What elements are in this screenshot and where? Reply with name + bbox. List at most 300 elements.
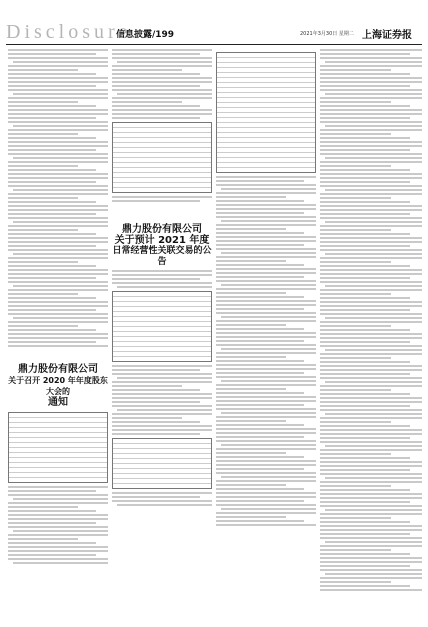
text-line <box>112 81 212 83</box>
text-line <box>320 89 422 91</box>
text-line <box>325 477 422 479</box>
text-line <box>8 510 96 512</box>
text-line <box>8 73 96 75</box>
text-line <box>216 420 286 422</box>
text-line <box>320 585 410 587</box>
text-line <box>216 200 304 202</box>
text-line <box>216 288 316 290</box>
text-line <box>320 537 422 539</box>
text-line <box>216 244 304 246</box>
text-line <box>216 308 304 310</box>
text-line <box>320 293 391 295</box>
text-line <box>221 412 316 414</box>
text-line <box>8 297 96 299</box>
text-line <box>8 289 108 291</box>
text-line <box>320 561 422 563</box>
text-line <box>320 337 422 339</box>
text-line <box>112 73 200 75</box>
text-line <box>320 449 422 451</box>
text-line <box>221 188 316 190</box>
text-line <box>216 448 316 450</box>
table-row <box>9 478 107 482</box>
text-line <box>320 473 422 475</box>
text-line <box>325 157 422 159</box>
text-line <box>8 345 108 347</box>
headline-line-2: 关于召开 2020 年年度股东大会的 <box>8 376 108 396</box>
text-line <box>221 284 316 286</box>
text-line <box>320 489 410 491</box>
text-line <box>216 236 316 238</box>
table-row <box>113 484 211 488</box>
text-line <box>320 457 410 459</box>
text-line <box>112 196 212 198</box>
text-line <box>216 388 286 390</box>
text-line <box>112 278 200 280</box>
text-line <box>216 460 316 462</box>
text-line <box>8 65 108 67</box>
text-line <box>13 285 108 287</box>
text-line <box>216 456 304 458</box>
column-4 <box>320 49 422 593</box>
text-line <box>320 257 422 259</box>
text-line <box>216 484 286 486</box>
text-line <box>8 113 108 115</box>
notice-headline-related-transactions <box>112 222 212 270</box>
text-line <box>320 397 422 399</box>
text-line <box>320 101 391 103</box>
text-line <box>13 61 108 63</box>
text-line <box>216 184 316 186</box>
text-line <box>216 360 304 362</box>
text-line <box>117 504 212 506</box>
text-line <box>216 520 304 522</box>
text-line <box>320 149 410 151</box>
text-line <box>320 437 410 439</box>
text-line <box>320 133 391 135</box>
data-table <box>112 291 212 362</box>
text-line <box>216 196 286 198</box>
text-line <box>8 121 108 123</box>
text-line <box>320 469 410 471</box>
date-line: 2021年3月30日 星期二 <box>300 31 354 37</box>
text-line <box>320 533 410 535</box>
text-line <box>216 416 316 418</box>
text-line <box>216 488 304 490</box>
text-line <box>325 125 422 127</box>
text-line <box>320 581 391 583</box>
notice-headline-agm <box>8 362 108 410</box>
text-line <box>320 441 422 443</box>
text-line <box>112 85 200 87</box>
text-line <box>112 57 212 59</box>
brand-title: Disclosure <box>6 21 132 43</box>
text-line <box>320 201 410 203</box>
text-line <box>216 376 316 378</box>
text-line <box>117 377 212 379</box>
text-line <box>8 237 108 239</box>
text-line <box>8 101 78 103</box>
text-line <box>216 472 316 474</box>
text-line <box>320 341 410 343</box>
text-line <box>320 309 410 311</box>
text-line <box>8 269 108 271</box>
text-line <box>216 396 316 398</box>
text-line <box>221 380 316 382</box>
text-line <box>320 485 391 487</box>
text-line <box>8 518 108 520</box>
text-line <box>320 289 422 291</box>
text-line <box>112 69 182 71</box>
text-line <box>320 77 422 79</box>
data-table <box>112 438 212 489</box>
text-line <box>8 173 108 175</box>
text-line <box>320 569 422 571</box>
text-line <box>320 589 422 591</box>
text-line <box>320 281 422 283</box>
text-line <box>112 492 212 494</box>
text-line <box>8 245 96 247</box>
text-line <box>8 305 108 307</box>
text-line <box>320 421 391 423</box>
text-line <box>8 233 96 235</box>
text-line <box>320 65 422 67</box>
text-line <box>325 349 422 351</box>
text-line <box>325 509 422 511</box>
text-line <box>320 557 422 559</box>
masthead <box>0 0 428 48</box>
text-line <box>112 109 212 111</box>
text-line <box>221 316 316 318</box>
text-line <box>320 461 422 463</box>
text-line <box>8 209 108 211</box>
text-line <box>320 409 422 411</box>
text-line <box>216 320 316 322</box>
text-line <box>320 517 391 519</box>
text-line <box>8 177 108 179</box>
text-line <box>112 65 212 67</box>
text-line <box>13 253 108 255</box>
text-line <box>8 522 96 524</box>
text-line <box>8 197 78 199</box>
text-line <box>8 249 108 251</box>
text-line <box>8 325 78 327</box>
text-line <box>320 553 410 555</box>
text-line <box>320 325 391 327</box>
text-line <box>8 217 108 219</box>
text-line <box>8 149 96 151</box>
text-line <box>320 193 422 195</box>
text-line <box>320 577 422 579</box>
text-line <box>320 481 422 483</box>
text-line <box>8 97 108 99</box>
text-line <box>320 393 410 395</box>
text-line <box>216 324 286 326</box>
text-line <box>320 369 422 371</box>
text-line <box>216 424 304 426</box>
header-rule <box>6 44 422 45</box>
text-line <box>112 429 212 431</box>
text-line <box>320 165 391 167</box>
text-line <box>325 445 422 447</box>
text-line <box>8 526 108 528</box>
text-line <box>117 93 212 95</box>
text-line <box>112 381 212 383</box>
text-line <box>8 261 78 263</box>
text-line <box>320 521 410 523</box>
text-line <box>320 433 422 435</box>
text-line <box>8 153 108 155</box>
text-line <box>8 213 96 215</box>
text-line <box>8 241 108 243</box>
text-line <box>8 109 108 111</box>
text-line <box>8 105 96 107</box>
text-line <box>8 257 108 259</box>
text-line <box>216 248 316 250</box>
text-line <box>320 345 422 347</box>
text-line <box>8 558 108 560</box>
text-line <box>8 273 108 275</box>
text-line <box>13 221 108 223</box>
text-line <box>320 169 410 171</box>
text-line <box>112 385 182 387</box>
text-line <box>216 232 304 234</box>
text-line <box>112 53 200 55</box>
text-line <box>320 453 391 455</box>
text-line <box>320 129 422 131</box>
text-line <box>320 177 422 179</box>
text-line <box>216 176 316 178</box>
text-line <box>112 113 212 115</box>
text-line <box>216 512 316 514</box>
text-line <box>112 405 212 407</box>
text-line <box>216 408 316 410</box>
text-line <box>320 305 422 307</box>
text-line <box>8 333 108 335</box>
text-line <box>13 157 108 159</box>
text-line <box>320 137 410 139</box>
text-line <box>325 221 422 223</box>
data-table <box>112 122 212 193</box>
text-line <box>8 193 108 195</box>
text-line <box>320 549 391 551</box>
text-line <box>216 280 316 282</box>
text-line <box>216 264 304 266</box>
text-line <box>320 237 422 239</box>
text-line <box>320 401 422 403</box>
text-line <box>320 225 422 227</box>
text-line <box>216 204 316 206</box>
text-line <box>320 321 422 323</box>
text-line <box>8 277 96 279</box>
text-line <box>8 494 108 496</box>
text-line <box>8 506 78 508</box>
text-line <box>216 372 304 374</box>
text-line <box>216 192 316 194</box>
text-line <box>216 440 316 442</box>
text-line <box>216 384 316 386</box>
text-line <box>216 224 316 226</box>
text-line <box>325 541 422 543</box>
text-line <box>112 77 212 79</box>
text-line <box>216 212 304 214</box>
text-line <box>216 336 316 338</box>
text-line <box>13 125 108 127</box>
text-line <box>216 340 304 342</box>
text-line <box>8 57 108 59</box>
text-line <box>117 409 212 411</box>
text-line <box>8 265 96 267</box>
column-2 <box>112 49 212 508</box>
text-line <box>216 480 316 482</box>
text-line <box>8 225 108 227</box>
text-line <box>320 109 422 111</box>
text-line <box>320 73 410 75</box>
text-line <box>112 417 182 419</box>
text-line <box>216 464 316 466</box>
text-line <box>320 85 410 87</box>
text-line <box>8 281 108 283</box>
text-line <box>8 145 108 147</box>
text-line <box>112 369 200 371</box>
text-line <box>112 421 200 423</box>
text-line <box>216 356 286 358</box>
text-line <box>112 117 200 119</box>
text-line <box>216 400 316 402</box>
table-row <box>217 168 315 172</box>
text-line <box>216 516 286 518</box>
text-line <box>112 425 212 427</box>
text-line <box>320 357 391 359</box>
text-line <box>320 329 410 331</box>
text-line <box>320 389 391 391</box>
text-line <box>320 301 422 303</box>
text-line <box>216 300 316 302</box>
text-line <box>221 252 316 254</box>
column-3 <box>216 49 316 528</box>
text-line <box>216 404 304 406</box>
text-line <box>8 169 96 171</box>
text-line <box>8 534 108 536</box>
text-line <box>8 542 96 544</box>
text-line <box>325 317 422 319</box>
text-line <box>8 313 108 315</box>
text-line <box>320 145 422 147</box>
text-line <box>112 200 200 202</box>
text-line <box>216 352 316 354</box>
text-line <box>320 205 422 207</box>
text-line <box>8 293 78 295</box>
text-line <box>8 129 108 131</box>
text-line <box>8 185 108 187</box>
text-line <box>216 276 304 278</box>
text-line <box>112 270 212 272</box>
text-line <box>216 332 316 334</box>
text-line <box>325 93 422 95</box>
text-line <box>325 573 422 575</box>
text-line <box>8 137 96 139</box>
text-line <box>320 505 422 507</box>
text-line <box>216 328 304 330</box>
text-line <box>8 117 96 119</box>
text-line <box>320 173 422 175</box>
text-line <box>320 269 422 271</box>
text-line <box>320 565 410 567</box>
text-line <box>216 452 286 454</box>
text-line <box>320 141 422 143</box>
text-line <box>320 525 422 527</box>
text-line <box>320 209 422 211</box>
text-line <box>320 353 422 355</box>
text-line <box>320 105 410 107</box>
text-line <box>216 304 316 306</box>
text-line <box>221 220 316 222</box>
text-line <box>216 368 316 370</box>
text-line <box>8 546 108 548</box>
text-line <box>112 413 212 415</box>
text-line <box>320 261 391 263</box>
text-line <box>320 273 422 275</box>
text-line <box>13 317 108 319</box>
text-line <box>112 89 212 91</box>
headline-line-3: 日常经营性关联交易的公告 <box>112 246 212 267</box>
text-line <box>320 429 422 431</box>
text-line <box>216 268 316 270</box>
text-line <box>221 444 316 446</box>
text-line <box>112 101 182 103</box>
text-line <box>8 181 96 183</box>
text-line <box>112 496 200 498</box>
section-title: 信息披露/199 <box>116 30 175 40</box>
text-line <box>216 344 316 346</box>
text-line <box>8 301 108 303</box>
text-line <box>320 417 422 419</box>
text-line <box>221 348 316 350</box>
headline-line-1: 鼎力股份有限公司 <box>18 364 98 375</box>
text-line <box>320 113 422 115</box>
text-line <box>320 361 410 363</box>
text-line <box>320 385 422 387</box>
text-line <box>216 228 286 230</box>
text-line <box>8 502 108 504</box>
text-line <box>112 500 212 502</box>
text-line <box>13 530 108 532</box>
text-line <box>216 272 316 274</box>
text-line <box>8 141 108 143</box>
text-line <box>216 496 316 498</box>
text-line <box>8 165 78 167</box>
text-line <box>8 337 108 339</box>
text-line <box>216 240 316 242</box>
text-line <box>216 492 316 494</box>
text-line <box>320 69 391 71</box>
text-line <box>320 265 410 267</box>
text-line <box>216 432 316 434</box>
text-line <box>112 373 212 375</box>
text-line <box>216 216 316 218</box>
text-line <box>8 53 96 55</box>
newspaper-name: 上海证券报 <box>362 30 412 41</box>
text-line <box>320 233 410 235</box>
text-line <box>8 550 108 552</box>
text-line <box>112 393 212 395</box>
text-line <box>320 501 410 503</box>
text-line <box>320 245 410 247</box>
text-line <box>8 341 96 343</box>
text-line <box>112 433 200 435</box>
text-line <box>320 405 410 407</box>
text-line <box>13 189 108 191</box>
text-line <box>320 297 410 299</box>
